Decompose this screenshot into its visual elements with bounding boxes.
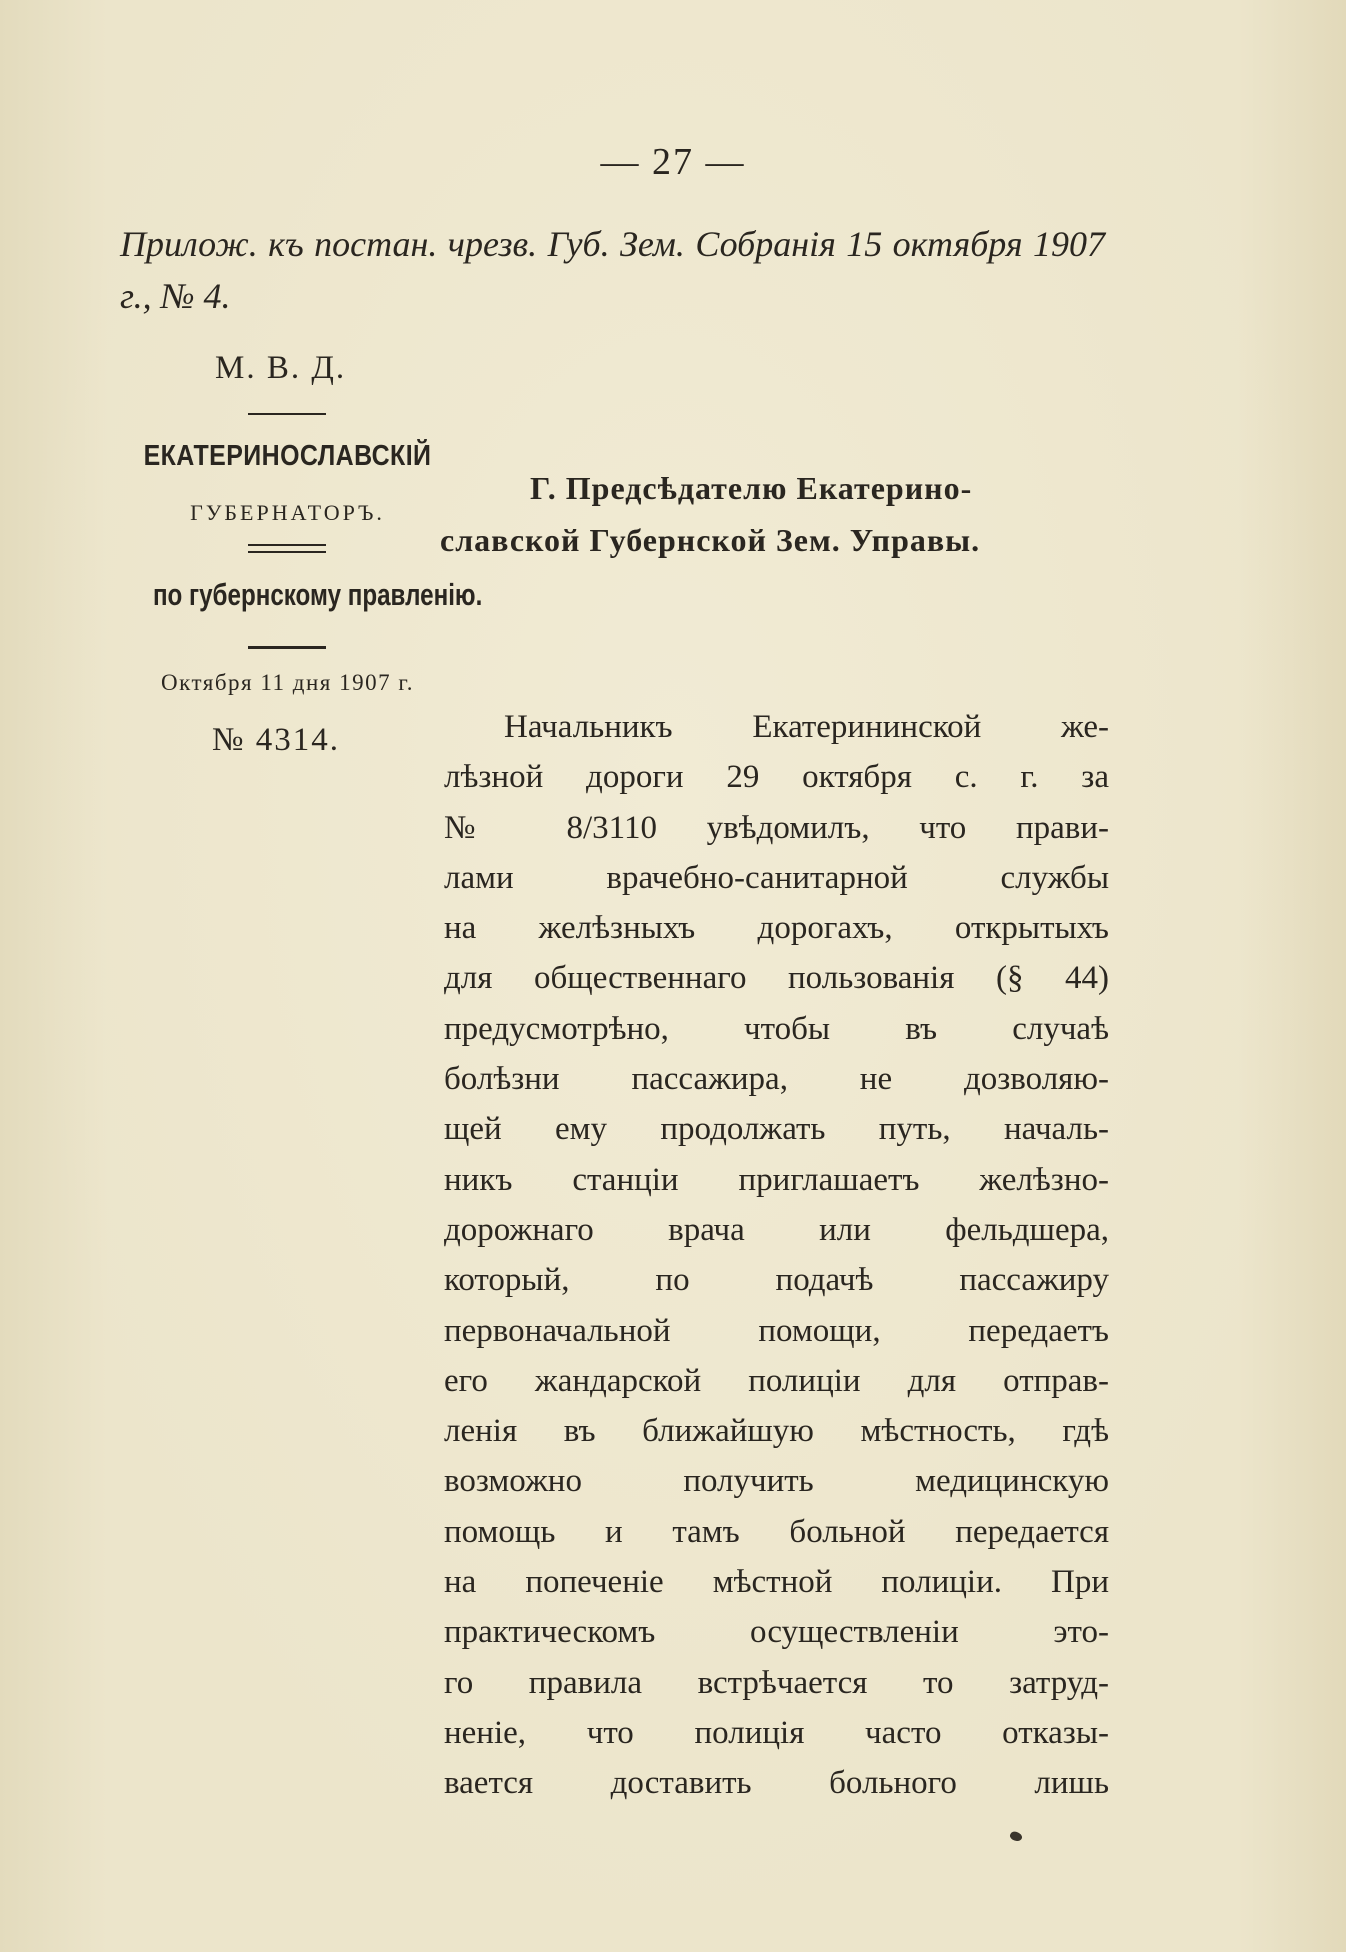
governorate-heading: ЕКАТЕРИНОСЛАВСКІЙ <box>143 440 432 472</box>
body-line: дорожнаго врача или фельдшера, <box>444 1211 1109 1248</box>
body-line: Начальникъ Екатерининской же- <box>504 709 1109 745</box>
document-date: Октября 11 дня 1907 г. <box>161 670 414 695</box>
body-line: неніе, что полиція часто отказы- <box>444 1714 1109 1751</box>
body-line: вается доставить больного лишь <box>444 1765 1109 1802</box>
body-line: возможно получить медицинскую <box>444 1463 1109 1500</box>
board-heading: по губернскому правленію. <box>152 577 483 612</box>
body-line: ленія въ ближайшую мѣстность, гдѣ <box>444 1413 1109 1450</box>
body-line: лѣзной дороги 29 октября с. г. за <box>444 759 1109 796</box>
body-line: го правила встрѣчается то затруд- <box>444 1664 1109 1701</box>
body-line: первоначальной помощи, передаетъ <box>444 1312 1109 1349</box>
divider-rule <box>248 413 326 415</box>
body-line: который, по подачѣ пассажиру <box>444 1262 1109 1299</box>
body-line: для общественнаго пользованія (§ 44) <box>444 960 1109 997</box>
governor-label: ГУБЕРНАТОРЪ. <box>190 500 385 525</box>
divider-rule <box>248 646 326 649</box>
ministry-label: М. В. Д. <box>215 350 347 386</box>
body-line: на попеченіе мѣстной полиціи. При <box>444 1564 1109 1601</box>
appendix-note: Прилож. къ постан. чрезв. Губ. Зем. Собранія 15 октября 1907 г., № 4. <box>120 224 1105 316</box>
body-line: его жандарской полиціи для отправ- <box>444 1362 1109 1399</box>
body-line: никъ станціи приглашаетъ желѣзно- <box>444 1161 1109 1198</box>
body-line: на желѣзныхъ дорогахъ, открытыхъ <box>444 910 1109 947</box>
body-line: лами врачебно-санитарной службы <box>444 859 1109 896</box>
body-line: щей ему продолжать путь, началь- <box>444 1111 1109 1148</box>
body-line: практическомъ осуществленіи это- <box>444 1614 1109 1651</box>
document-number: № 4314. <box>212 722 340 758</box>
body-line: помощь и тамъ больной передается <box>444 1513 1109 1550</box>
addressee <box>440 462 1108 566</box>
divider-rule <box>248 544 326 546</box>
page-number: — 27 — <box>600 141 746 183</box>
body-line: болѣзни пассажира, не дозволяю- <box>444 1061 1109 1098</box>
ink-speck <box>1009 1830 1024 1844</box>
letter-body <box>444 702 1109 1809</box>
addressee-line: славской Губернской Зем. Управы. <box>440 522 981 558</box>
body-line: предусмотрѣно, чтобы въ случаѣ <box>444 1010 1109 1047</box>
divider-rule <box>248 551 326 553</box>
addressee-line: Г. Предсѣдателю Екатерино- <box>530 470 973 506</box>
body-line: № 8/3110 увѣдомилъ, что прави- <box>444 809 1109 846</box>
